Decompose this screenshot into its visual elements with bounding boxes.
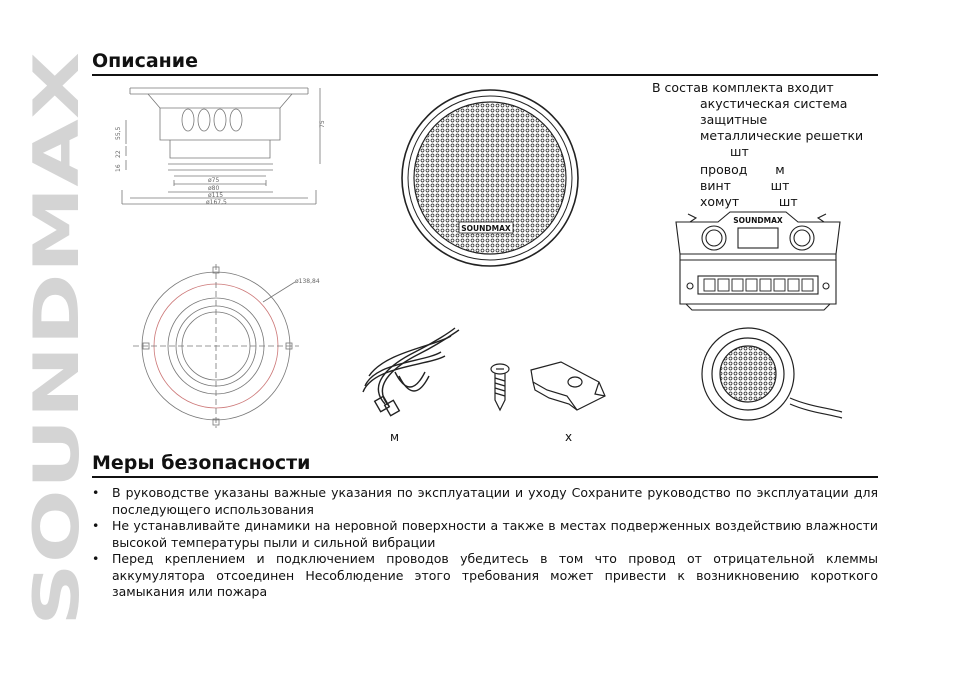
speaker-top-drawing: [125, 262, 335, 432]
dim-d80: ø80: [208, 185, 220, 192]
dim-r13884: ø138,84: [295, 278, 320, 285]
dim-d75: ø75: [208, 177, 220, 184]
kit-item: металлические решетки: [700, 128, 864, 143]
section-title-safety: Меры безопасности: [92, 452, 311, 474]
list-item: [92, 518, 878, 551]
brand-watermark-text: SOUNDMAX: [20, 217, 93, 626]
dim-h75: 75: [319, 120, 326, 128]
kit-item: защитные: [700, 112, 768, 127]
grille-drawing: [395, 88, 585, 268]
crossover-logo: SOUNDMAX: [733, 216, 783, 225]
kit-item: шт: [730, 144, 749, 159]
section-divider: [92, 74, 878, 76]
tweeter-drawing: [698, 326, 846, 426]
section-title-description: Описание: [92, 50, 199, 72]
kit-item: акустическая система: [700, 96, 848, 111]
dim-h22: 22: [115, 150, 122, 158]
screw-drawing: [488, 362, 512, 412]
crossover-drawing: [668, 208, 848, 314]
safety-text: В руководстве указаны важные указания по эксплуатации и уходу Сохраните руководство по эксплуатации для последующего использования: [112, 485, 878, 517]
bullet-icon: •: [92, 551, 100, 566]
bullet-icon: •: [92, 518, 100, 533]
clip-count-unit: х: [565, 430, 573, 444]
grille-logo: SOUNDMAX: [461, 224, 511, 233]
section-divider: [92, 476, 878, 478]
kit-item: провод м: [700, 162, 785, 177]
dim-d1675: ø167,5: [206, 199, 227, 206]
speaker-side-drawing: [108, 80, 338, 210]
dim-d115: ø115: [208, 192, 224, 199]
kit-item: хомут шт: [700, 194, 798, 209]
safety-text: Перед креплением и подключением проводов убедитесь в том что провод от отрицательной клеммы аккумулятора отсоединен Несоблюдение этого требования может привести к возникновению короткого замыкания или пожара: [112, 551, 878, 599]
dim-h755: 55,5: [115, 126, 122, 140]
kit-item: винт шт: [700, 178, 790, 193]
bullet-icon: •: [92, 485, 100, 500]
dim-h16: 16: [115, 164, 122, 172]
safety-list: [92, 485, 878, 601]
wire-drawing: [355, 322, 465, 414]
kit-header: В состав комплекта входит: [652, 80, 834, 95]
brand-watermark: [20, 48, 93, 628]
list-item: [92, 551, 878, 601]
safety-text: Не устанавливайте динамики на неровной поверхности а также в местах подверженных воздействию влажности высокой температуры пыли и сильной вибрации: [112, 518, 878, 550]
clip-drawing: [525, 360, 609, 416]
wire-length-unit: м: [390, 430, 400, 444]
list-item: [92, 485, 878, 518]
